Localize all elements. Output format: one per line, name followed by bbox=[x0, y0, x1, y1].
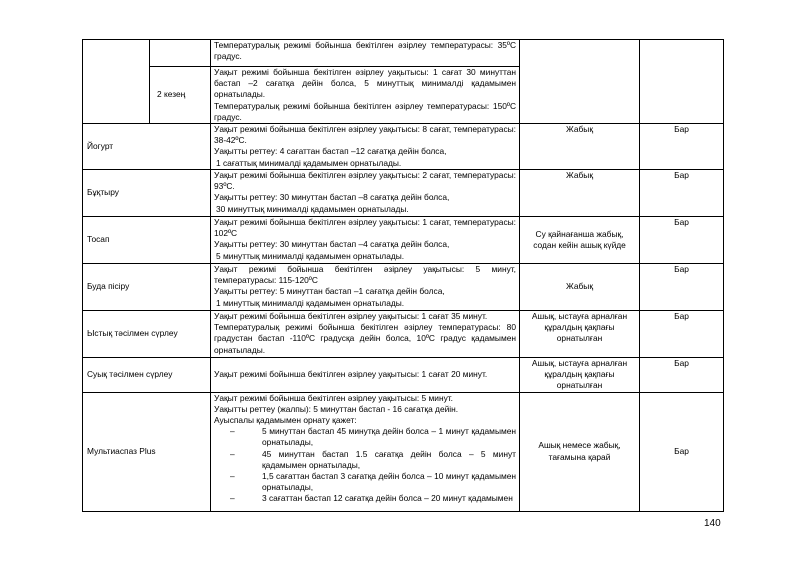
yogurt-adjust-desc: Уақытты реттеу: 4 сағаттан бастап –12 сағатқа дейін болса, bbox=[214, 146, 447, 157]
mode-name-tosan: Тосап bbox=[83, 217, 211, 264]
stage2-temperature-desc: Температуралық режимі бойынша бекітілген әзірлеу температурасы: 150ºC градус. bbox=[214, 100, 516, 122]
table-row bbox=[83, 311, 724, 358]
list-item bbox=[214, 426, 516, 448]
yogurt-step-desc: 1 сағаттық минималді қадамымен орнатылады. bbox=[216, 157, 402, 168]
table-row bbox=[83, 170, 724, 217]
tosan-time-desc: Уақыт режимі бойынша бекітілген әзірлеу уақытысы: 1 сағат, температурасы: 102ºC bbox=[214, 217, 516, 239]
cold-smoke-keepwarm: Бар bbox=[640, 358, 724, 393]
mode-name-hot-smoke: Ыстық тәсілмен сүрлеу bbox=[83, 311, 211, 358]
steam-keepwarm: Бар bbox=[640, 264, 724, 311]
table-row bbox=[83, 217, 724, 264]
braise-desc bbox=[211, 170, 520, 217]
stage2-label: 2 кезең bbox=[150, 67, 211, 124]
mode-name-multicook: Мультиаспаз Plus bbox=[83, 392, 211, 511]
steam-adjust-desc: Уақытты реттеу: 5 минуттан бастап –1 сағатқа дейін болса, bbox=[214, 286, 445, 297]
braise-step-desc: 30 минуттық минималді қадамымен орнатылады. bbox=[216, 203, 409, 214]
list-item bbox=[214, 449, 516, 471]
list-item bbox=[214, 493, 516, 504]
stage2-desc bbox=[211, 67, 520, 124]
hot-smoke-time-desc: Уақыт режимі бойынша бекітілген әзірлеу уақытысы: 1 сағат 35 минут. bbox=[214, 311, 488, 322]
multicook-keepwarm: Бар bbox=[640, 392, 724, 511]
tosan-desc bbox=[211, 217, 520, 264]
multicook-desc bbox=[211, 392, 520, 511]
hot-smoke-lid: Ашық, ыстауға арналған құралдың қақпағы орнатылған bbox=[520, 311, 640, 358]
tosan-keepwarm: Бар bbox=[640, 217, 724, 264]
tosan-step-desc: 5 минуттық минималді қадамымен орнатылады. bbox=[216, 250, 405, 261]
hot-smoke-temperature-desc: Температуралық режимі бойынша бекітілген әзірлеу температурасы: 80 градустан бастап -110ºC градусқа дейін болса, 10ºC градус қадамымен орнатылады. bbox=[214, 322, 516, 355]
stage2-time-desc: Уақыт режимі бойынша бекітілген әзірлеу уақытысы: 1 сағат 30 минуттан бастап –2 сағатқа дейін болса, 5 минуттық минималді қадамымен орнатылады. bbox=[214, 67, 516, 100]
yogurt-desc bbox=[211, 124, 520, 170]
steam-step-desc: 1 минуттық минималді қадамымен орнатылады. bbox=[216, 297, 405, 308]
multicook-step-1: 5 минуттан бастап 45 минутқа дейін болса – 1 минут қадамымен орнатылады, bbox=[262, 426, 516, 448]
mode-name-steam: Буда пісіру bbox=[83, 264, 211, 311]
yogurt-time-desc: Уақыт режимі бойынша бекітілген әзірлеу уақытысы: 8 сағат, температурасы: 38-42ºC. bbox=[214, 124, 516, 146]
mode-name-yogurt: Йогурт bbox=[83, 124, 211, 170]
mode-name-braise: Бұқтыру bbox=[83, 170, 211, 217]
braise-keepwarm: Бар bbox=[640, 170, 724, 217]
multicook-step-3: 1,5 сағаттан бастап 3 сағатқа дейін болса – 10 минут қадамымен орнатылады, bbox=[262, 471, 516, 493]
bullet-mark: – bbox=[230, 448, 235, 459]
stage1-temperature-desc: Температуралық режимі бойынша бекітілген әзірлеу температурасы: 35ºC градус. bbox=[211, 40, 520, 67]
page-number: 140 bbox=[704, 518, 721, 529]
bullet-mark: – bbox=[230, 493, 235, 504]
tosan-adjust-desc: Уақытты реттеу: 30 минуттан бастап –4 сағатқа дейін болса, bbox=[214, 239, 450, 250]
steam-time-desc: Уақыт режимі бойынша бекітілген әзірлеу уақытысы: 5 минут, температурасы: 115-120ºC bbox=[214, 264, 516, 286]
table-row bbox=[83, 124, 724, 170]
cold-smoke-lid: Ашық, ыстауға арналған құралдың қақпағы орнатылған bbox=[520, 358, 640, 393]
braise-lid: Жабық bbox=[520, 170, 640, 217]
steam-desc bbox=[211, 264, 520, 311]
table-row bbox=[83, 358, 724, 393]
list-item bbox=[214, 471, 516, 493]
multicook-adjust-desc: Уақытты реттеу (жалпы): 5 минуттан бастап - 16 сағатқа дейін. bbox=[214, 403, 459, 414]
multicook-step-intro: Ауыспалы қадамымен орнату қажет: bbox=[214, 415, 357, 426]
multicook-step-2: 45 минуттан бастап 1.5 сағатқа дейін болса – 5 минут қадамымен орнатылады, bbox=[262, 448, 516, 470]
yogurt-lid: Жабық bbox=[520, 124, 640, 170]
program-table bbox=[82, 39, 724, 512]
braise-adjust-desc: Уақытты реттеу: 30 минуттан бастап –8 сағатқа дейін болса, bbox=[214, 192, 450, 203]
multicook-step-4: 3 сағаттан бастап 12 сағатқа дейін болса – 20 минут қадамымен bbox=[262, 493, 513, 504]
bullet-mark: – bbox=[230, 471, 235, 482]
mode-name-cold-smoke: Суық тәсілмен сүрлеу bbox=[83, 358, 211, 393]
hot-smoke-keepwarm: Бар bbox=[640, 311, 724, 358]
hot-smoke-desc bbox=[211, 311, 520, 358]
braise-time-desc: Уақыт режимі бойынша бекітілген әзірлеу уақытысы: 2 сағат, температурасы: 93ºC. bbox=[214, 170, 516, 192]
table-row bbox=[83, 392, 724, 511]
cold-smoke-time-desc: Уақыт режимі бойынша бекітілген әзірлеу уақытысы: 1 сағат 20 минут. bbox=[211, 358, 520, 393]
multicook-lid: Ашық немесе жабық, тағамына қарай bbox=[520, 392, 640, 511]
steam-lid: Жабық bbox=[520, 264, 640, 311]
bullet-mark: – bbox=[230, 426, 235, 437]
table-row bbox=[83, 264, 724, 311]
yogurt-keepwarm: Бар bbox=[640, 124, 724, 170]
tosan-lid: Су қайнағанша жабық, содан кейін ашық күйде bbox=[520, 217, 640, 264]
table-row bbox=[83, 40, 724, 67]
multicook-time-desc: Уақыт режимі бойынша бекітілген әзірлеу уақытысы: 5 минут. bbox=[214, 392, 454, 403]
